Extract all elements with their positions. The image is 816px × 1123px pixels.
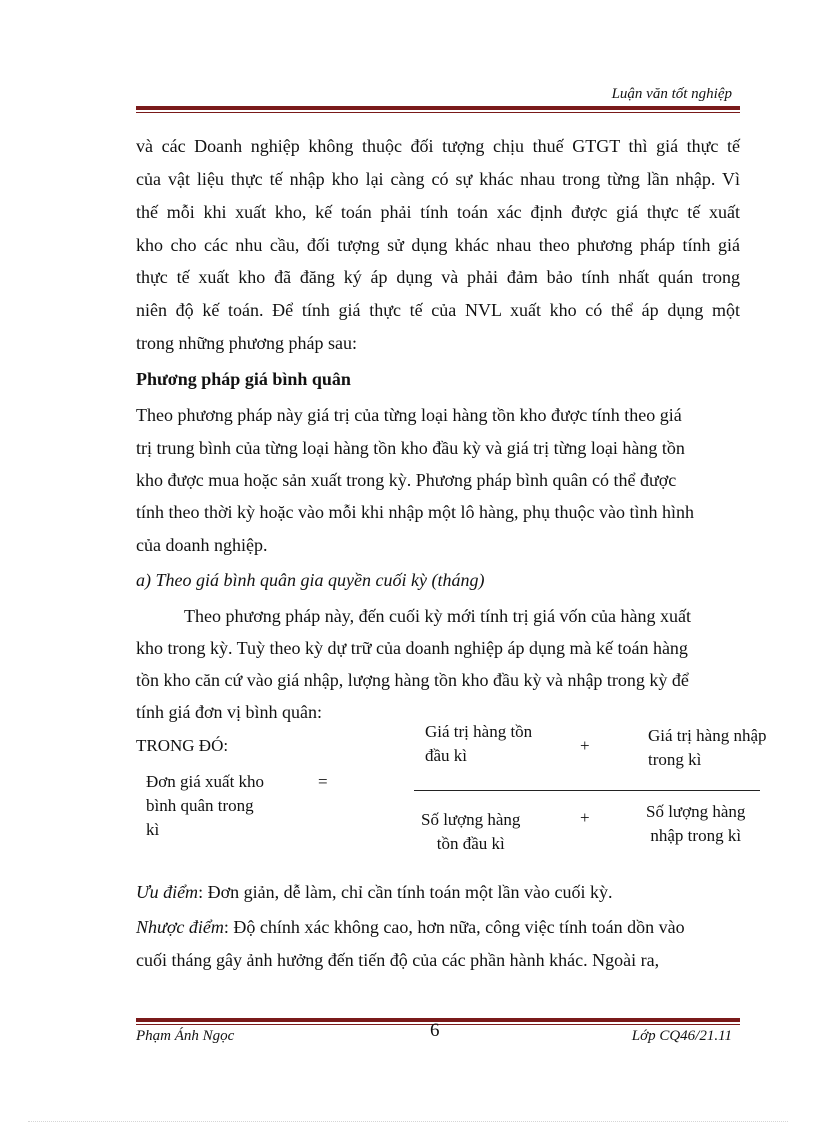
text-line: Theo phương pháp này giá trị của từng loại hàng tồn kho được tính theo giá [136,405,682,425]
text-line: trong những phương pháp sau: [136,333,358,353]
text-line: tính theo thời kỳ hoặc vào mỗi khi nhập một lô hàng, phụ thuộc vào tình hình [136,502,694,522]
footer-class: Lớp CQ46/21.11 [631,1028,732,1044]
footer-author: Phạm Ánh Ngọc [136,1028,235,1044]
disadvantage-line: Nhược điểm: Độ chính xác không cao, hơn nữa, công việc tính toán dồn vào [136,917,685,937]
header-rule [136,106,740,113]
equals-sign: = [318,772,328,791]
numerator-plus: + [580,736,590,755]
text-line: và các Doanh nghiệp không thuộc đối tượng chịu thuế GTGT thì giá thực tế [136,136,740,156]
section-heading: Phương pháp giá bình quân [136,369,351,389]
page-number: 6 [430,1020,440,1041]
text-line: tồn kho căn cứ vào giá nhập, lượng hàng tồn kho đầu kỳ và nhập trong kỳ để [136,670,689,690]
text-line: của doanh nghiệp. [136,535,268,555]
denominator-right: Số lượng hàng nhập trong kì [646,802,746,845]
numerator-right: Giá trị hàng nhập trong kì [648,726,767,769]
running-header: Luận văn tốt nghiệp [611,86,732,102]
denominator-left: Số lượng hàng tồn đầu kì [421,810,521,853]
text-line: thế mỗi khi xuất kho, kế toán phải tính toán xác định được giá thực tế xuất [136,202,740,222]
text-line: Theo phương pháp này, đến cuối kỳ mới tính trị giá vốn của hàng xuất [184,606,692,626]
text-line: trị trung bình của từng loại hàng tồn kho đầu kỳ và giá trị từng loại hàng tồn [136,438,685,458]
text-line: kho cho các nhu cầu, đối tượng sử dụng khác nhau theo phương pháp tính giá [136,235,740,255]
text-line: niên độ kế toán. Để tính giá thực tế của NVL xuất kho có thể áp dụng một [136,300,740,320]
denominator-plus: + [580,808,590,827]
text-line: tính giá đơn vị bình quân: [136,702,323,722]
advantage-line: Ưu điểm: Đơn giản, dễ làm, chỉ cần tính toán một lần vào cuối kỳ. [136,882,613,902]
numerator-left: Giá trị hàng tồn đầu kì [425,722,533,765]
trong-do-label: TRONG ĐÓ: [136,736,229,755]
text-line: thực tế xuất kho đã đăng ký áp dụng và phải đảm bảo tính nhất quán trong [136,267,740,287]
page-edge-divider [28,1121,788,1122]
text-line: của vật liệu thực tế nhập kho lại càng có sự khác nhau trong từng lần nhập. Vì [136,169,740,189]
text-line: kho trong kỳ. Tuỳ theo kỳ dự trữ của doanh nghiệp áp dụng mà kế toán hàng [136,638,688,658]
fraction-bar [414,790,760,791]
subheading: a) Theo giá bình quân gia quyền cuối kỳ (tháng) [136,570,485,590]
text-line: cuối tháng gây ảnh hưởng đến tiến độ của các phần hành khác. Ngoài ra, [136,950,660,970]
text-line: kho được mua hoặc sản xuất trong kỳ. Phương pháp bình quân có thể được [136,470,677,490]
formula-lhs: Đơn giá xuất kho bình quân trong kì [146,772,265,839]
